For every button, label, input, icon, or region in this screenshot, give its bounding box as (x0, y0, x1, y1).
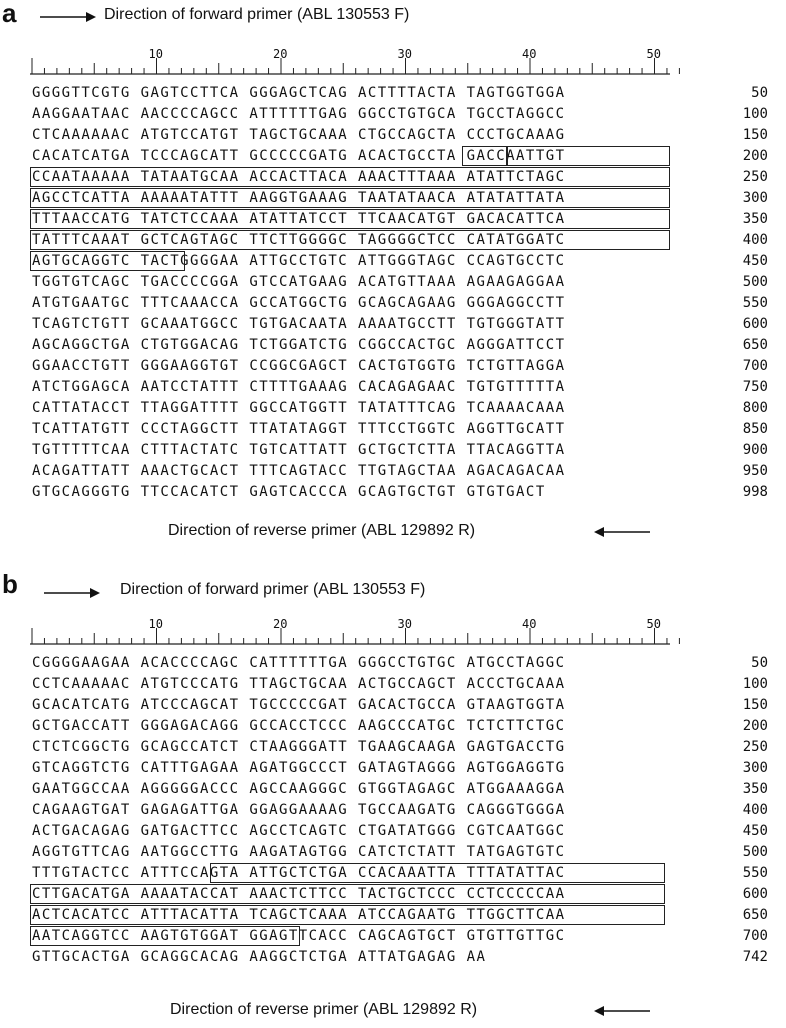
position-number: 900 (742, 442, 768, 458)
ruler-label-30: 30 (397, 617, 412, 631)
reverse-arrow-icon (594, 525, 650, 539)
sequence-row: ACTGACAGAG GATGACTTCC AGCCTCAGTC CTGATATGGG CGTCAATGGC (32, 823, 566, 839)
position-number: 700 (742, 928, 768, 944)
ruler-label-50: 50 (646, 47, 661, 61)
position-number: 200 (742, 148, 768, 164)
sequence-ruler (30, 46, 670, 76)
forward-primer-label: Direction of forward primer (ABL 130553 F) (104, 6, 410, 23)
forward-arrow-icon (44, 586, 100, 600)
reverse-primer-label: Direction of reverse primer (ABL 129892 R) (170, 1001, 478, 1018)
panel-b (0, 565, 786, 1028)
position-number: 550 (742, 295, 768, 311)
position-number: 50 (751, 85, 768, 101)
sequence-row: TTTAACCATG TATCTCCAAA ATATTATCCT TTCAACATGT GACACATTCA (32, 211, 566, 227)
position-number: 150 (742, 127, 768, 143)
highlight-box (30, 188, 670, 208)
position-number: 300 (742, 190, 768, 206)
highlight-box (30, 167, 670, 187)
forward-primer-label: Direction of forward primer (ABL 130553 F) (120, 581, 426, 598)
position-number: 100 (742, 676, 768, 692)
ruler-label-10: 10 (148, 47, 163, 61)
position-number: 500 (742, 274, 768, 290)
position-number: 250 (742, 169, 768, 185)
position-number: 550 (742, 865, 768, 881)
ruler-label-50: 50 (646, 617, 661, 631)
sequence-row: TATTTCAAAT GCTCAGTAGC TTCTTGGGGC TAGGGGCTCC CATATGGATC (32, 232, 566, 248)
sequence-row: AGGTGTTCAG AATGGCCTTG AAGATAGTGG CATCTCTATT TATGAGTGTC (32, 844, 566, 860)
highlight-box (30, 230, 670, 250)
highlight-box (30, 905, 665, 925)
position-number: 700 (742, 358, 768, 374)
sequence-row: GCACATCATG ATCCCAGCAT TGCCCCCGAT GACACTGCCA GTAAGTGGTA (32, 697, 566, 713)
ruler-label-20: 20 (273, 617, 288, 631)
sequence-row: AGCAGGCTGA CTGTGGACAG TCTGGATCTG CGGCCACTGC AGGGATTCCT (32, 337, 566, 353)
sequence-row: GAATGGCCAA AGGGGGACCC AGCCAAGGGC GTGGTAGAGC ATGGAAAGGA (32, 781, 566, 797)
sequence-row: TCATTATGTT CCCTAGGCTT TTATATAGGT TTTCCTGGTC AGGTTGCATT (32, 421, 566, 437)
ruler-label-20: 20 (273, 47, 288, 61)
sequence-ruler (30, 616, 670, 646)
position-number: 950 (742, 463, 768, 479)
forward-arrow-icon (40, 10, 96, 24)
position-number: 350 (742, 781, 768, 797)
reverse-primer-label: Direction of reverse primer (ABL 129892 R) (168, 522, 476, 539)
sequence-row: GTTGCACTGA GCAGGCACAG AAGGCTCTGA ATTATGAGAG AA (32, 949, 487, 965)
sequence-row: GGAACCTGTT GGGAAGGTGT CCGGCGAGCT CACTGTGGTG TCTGTTAGGA (32, 358, 566, 374)
position-number: 100 (742, 106, 768, 122)
position-number: 150 (742, 697, 768, 713)
position-number: 650 (742, 337, 768, 353)
sequence-row: TGTTTTTCAA CTTTACTATC TGTCATTATT GCTGCTCTTA TTACAGGTTA (32, 442, 566, 458)
position-number: 600 (742, 886, 768, 902)
position-number: 750 (742, 379, 768, 395)
sequence-row: AGCCTCATTA AAAAATATTT AAGGTGAAAG TAATATAACA ATATATTATA (32, 190, 566, 206)
position-number: 300 (742, 760, 768, 776)
position-number: 998 (742, 484, 768, 500)
position-number: 200 (742, 718, 768, 734)
sequence-row: CACATCATGA TCCCAGCATT GCCCCCGATG ACACTGCCTA GACCAATTGT (32, 148, 566, 164)
position-number: 450 (742, 823, 768, 839)
sequence-row: CAGAAGTGAT GAGAGATTGA GGAGGAAAAG TGCCAAGATG CAGGGTGGGA (32, 802, 566, 818)
highlight-box (30, 251, 185, 271)
position-number: 850 (742, 421, 768, 437)
panel-label-a: a (2, 0, 17, 28)
sequence-row: GTCAGGTCTG CATTTGAGAA AGATGGCCCT GATAGTAGGG AGTGGAGGTG (32, 760, 566, 776)
sequence-row: CTCAAAAAAC ATGTCCATGT TAGCTGCAAA CTGCCAGCTA CCCTGCAAAG (32, 127, 566, 143)
sequence-row: TGGTGTCAGC TGACCCCGGA GTCCATGAAG ACATGTTAAA AGAAGAGGAA (32, 274, 566, 290)
sequence-row: CCTCAAAAAC ATGTCCCATG TTAGCTGCAA ACTGCCAGCT ACCCTGCAAA (32, 676, 566, 692)
position-number: 450 (742, 253, 768, 269)
position-number: 800 (742, 400, 768, 416)
panel-label-b: b (2, 569, 18, 599)
position-number: 250 (742, 739, 768, 755)
sequence-row: ACAGATTATT AAACTGCACT TTTCAGTACC TTGTAGCTAA AGACAGACAA (32, 463, 566, 479)
sequence-row: GGGGTTCGTG GAGTCCTTCA GGGAGCTCAG ACTTTTACTA TAGTGGTGGA (32, 85, 566, 101)
sequence-row: ATGTGAATGC TTTCAAACCA GCCATGGCTG GCAGCAGAAG GGGAGGCCTT (32, 295, 566, 311)
ruler-label-30: 30 (397, 47, 412, 61)
sequence-row: TTTGTACTCC ATTTCCAGTA ATTGCTCTGA CCACAAATTA TTTATATTAC (32, 865, 566, 881)
sequence-row: CTTGACATGA AAAATACCAT AAACTCTTCC TACTGCTCCC CCTCCCCCAA (32, 886, 566, 902)
position-number: 500 (742, 844, 768, 860)
sequence-row: GCTGACCATT GGGAGACAGG GCCACCTCCC AAGCCCATGC TCTCTTCTGC (32, 718, 566, 734)
sequence-row: CCAATAAAAA TATAATGCAA ACCACTTACA AAACTTTAAA ATATTCTAGC (32, 169, 566, 185)
position-number: 50 (751, 655, 768, 671)
sequence-row: TCAGTCTGTT GCAAATGGCC TGTGACAATA AAAATGCCTT TGTGGGTATT (32, 316, 566, 332)
position-number: 400 (742, 802, 768, 818)
sequence-row: CTCTCGGCTG GCAGCCATCT CTAAGGGATT TGAAGCAAGA GAGTGACCTG (32, 739, 566, 755)
highlight-box (210, 863, 665, 883)
position-number: 350 (742, 211, 768, 227)
sequence-row: ATCTGGAGCA AATCCTATTT CTTTTGAAAG CACAGAGAAC TGTGTTTTTA (32, 379, 566, 395)
position-number: 650 (742, 907, 768, 923)
ruler-label-40: 40 (522, 47, 537, 61)
highlight-box (30, 884, 665, 904)
position-number: 600 (742, 316, 768, 332)
sequence-row: AAGGAATAAC AACCCCAGCC ATTTTTTGAG GGCCTGTGCA TGCCTAGGCC (32, 106, 566, 122)
reverse-arrow-icon (594, 1004, 650, 1018)
sequence-row: ACTCACATCC ATTTACATTA TCAGCTCAAA ATCCAGAATG TTGGCTTCAA (32, 907, 566, 923)
sequence-row: AGTGCAGGTC TACTGGGGAA ATTGCCTGTC ATTGGGTAGC CCAGTGCCTC (32, 253, 566, 269)
ruler-label-40: 40 (522, 617, 537, 631)
sequence-row: CATTATACCT TTAGGATTTT GGCCATGGTT TATATTTCAG TCAAAACAAA (32, 400, 566, 416)
ruler-label-10: 10 (148, 617, 163, 631)
highlight-box (507, 146, 670, 166)
position-number: 742 (742, 949, 768, 965)
position-number: 400 (742, 232, 768, 248)
sequence-row: AATCAGGTCC AAGTGTGGAT GGAGTTCACC CAGCAGTGCT GTGTTGTTGC (32, 928, 566, 944)
sequence-row: GTGCAGGGTG TTCCACATCT GAGTCACCCA GCAGTGCTGT GTGTGACT (32, 484, 546, 500)
highlight-box (30, 209, 670, 229)
highlight-box (462, 146, 507, 166)
highlight-box (30, 926, 300, 946)
sequence-row: CGGGGAAGAA ACACCCCAGC CATTTTTTGA GGGCCTGTGC ATGCCTAGGC (32, 655, 566, 671)
